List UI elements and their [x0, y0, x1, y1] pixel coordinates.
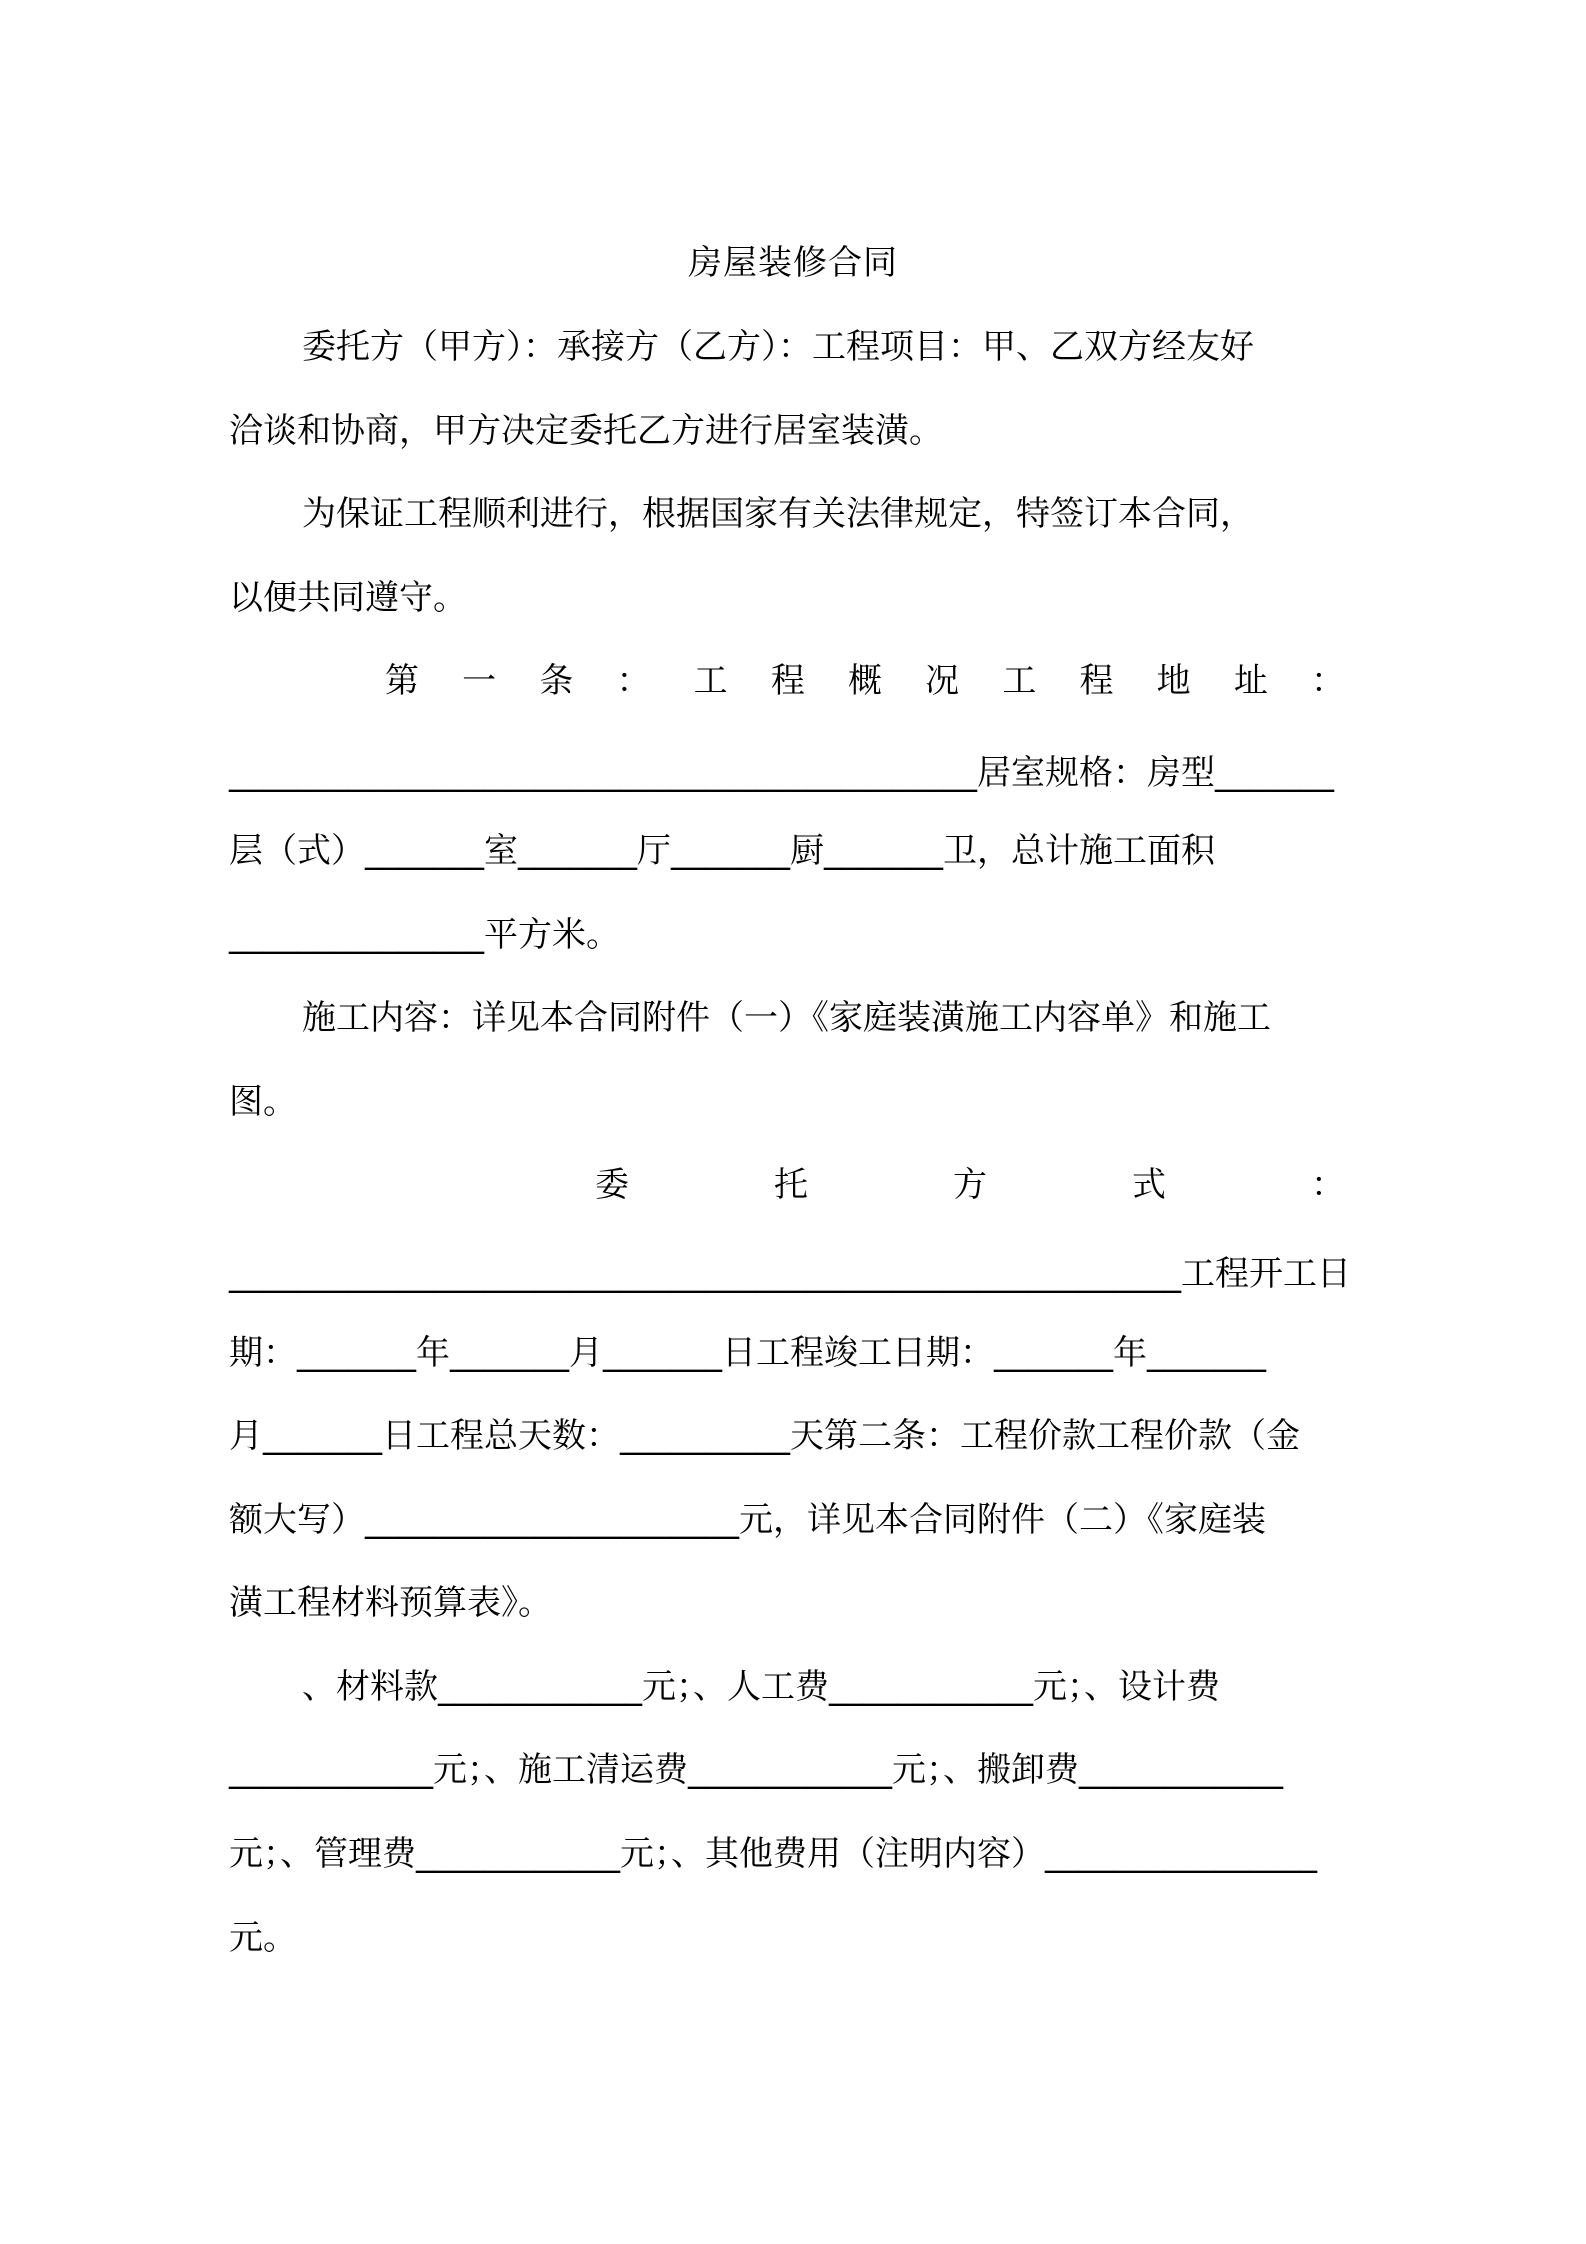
document-title: 房屋装修合同: [688, 243, 898, 283]
address-line: ____________________________________________居室规格：房型_______: [229, 753, 1334, 793]
commission-method-heading: 委托方式：: [595, 1165, 1345, 1205]
dates-line-2: 月_______日工程总天数：__________天第二条：工程价款工程价款（金: [229, 1416, 1300, 1456]
price-line-1: 额大写）______________________元，详见本合同附件（二）《家庭装: [229, 1500, 1266, 1540]
construction-content-line: 施工内容：详见本合同附件（一）《家庭装潢施工内容单》和施工: [302, 998, 1271, 1038]
cost-line-2: ____________元；、施工清运费____________元；、搬卸费____________: [229, 1750, 1283, 1790]
price-line-2: 潢工程材料预算表》。: [229, 1583, 552, 1623]
commission-method-line: ________________________________________________________工程开工日: [229, 1254, 1351, 1294]
paragraph-line-3: 为保证工程顺利进行，根据国家有关法律规定，特签订本合同，: [302, 494, 1254, 534]
cost-line-1: 、材料款____________元；、人工费____________元；、设计费: [302, 1667, 1220, 1707]
construction-content-line-2: 图。: [229, 1082, 297, 1122]
room-spec-line: 层（式）_______室_______厅_______厨_______卫，总计施工面积: [229, 831, 1215, 871]
paragraph-line-1: 委托方（甲方）：承接方（乙方）：工程项目：甲、乙双方经友好: [302, 327, 1254, 367]
paragraph-line-4: 以便共同遵守。: [229, 578, 467, 618]
dates-line-1: 期：_______年_______月_______日工程竣工日期：_______年_______: [229, 1333, 1266, 1373]
article-1-heading: 第一条：工程概况工程地址：: [385, 661, 1345, 701]
paragraph-line-2: 洽谈和协商，甲方决定委托乙方进行居室装潢。: [229, 411, 943, 451]
cost-line-3: 元；、管理费____________元；、其他费用（注明内容）________________: [229, 1834, 1317, 1874]
area-line: _______________平方米。: [229, 915, 620, 955]
cost-line-4: 元。: [229, 1918, 297, 1958]
